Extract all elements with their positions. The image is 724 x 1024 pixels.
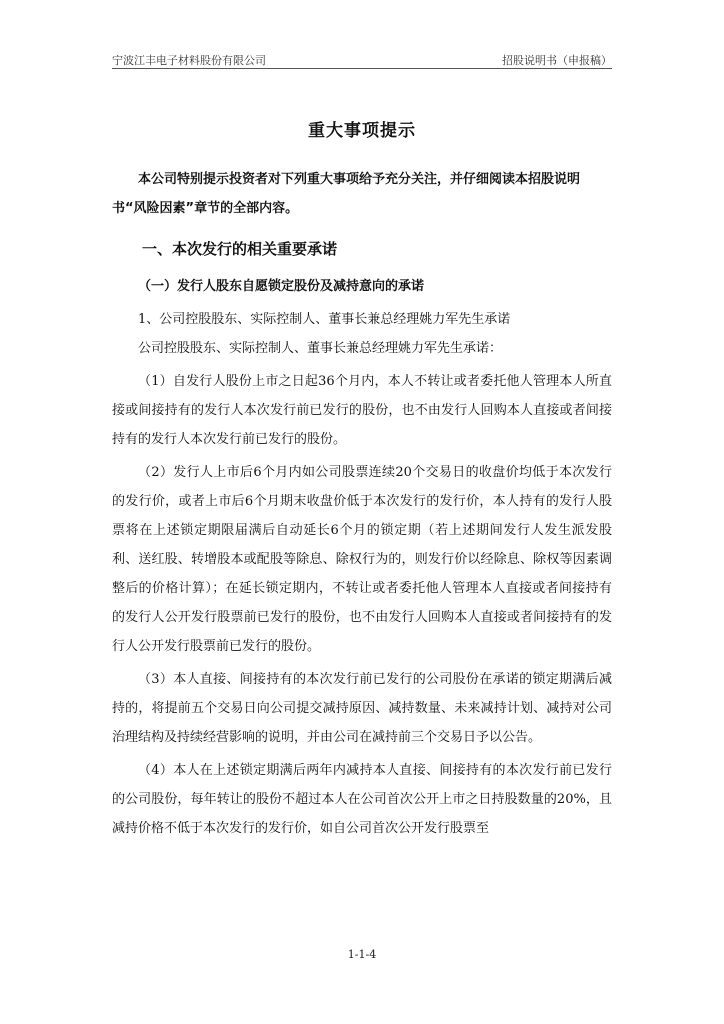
page-title: 重大事项提示 bbox=[308, 121, 416, 141]
intro-paragraph: 本公司特别提示投资者对下列重大事项给予充分关注，并仔细阅读本招股说明书“风险因素”章节的全部内容。 bbox=[112, 172, 581, 216]
commitment-paragraph-2: （2）发行人上市后6个月内如公司股票连续20个交易日的收盘价均低于本次发行的发行价，或者上市后6个月期末收盘价低于本次发行的发行价，本人持有的发行人股票将在上述锁定期限届满后自动延长6个月的锁定期（若上述期间发行人发生派发股利、送红股、转增股本或配股等除息、除权行为的，则发行价以经除息、除权等因素调整后的价格计算）；在延长锁定期内，不转让或者委托他人管理本人直接或者间接持有的发行人公开发行股票前已发行的股份，也不由发行人回购本人直接或者间接持有的发行人公开发行股票前已发行的股份。 bbox=[112, 465, 612, 654]
item-title: 1、公司控股股东、实际控制人、董事长兼总经理姚力军先生承诺 bbox=[138, 312, 511, 327]
subsection-heading: （一）发行人股东自愿锁定股份及减持意向的承诺 bbox=[138, 279, 425, 294]
section-heading: 一、本次发行的相关重要承诺 bbox=[142, 240, 338, 258]
commitment-paragraph-4: （4）本人在上述锁定期满后两年内减持本人直接、间接持有的本次发行前已发行的公司股份，每年转让的股份不超过本人在公司首次公开上市之日持股数量的20%，且减持价格不低于本次发行的发行价，如自公司首次公开发行股票至 bbox=[112, 763, 612, 836]
commitment-paragraph-3: （3）本人直接、间接持有的本次发行前已发行的公司股份在承诺的锁定期满后减持的，将提前五个交易日向公司提交减持原因、减持数量、未来减持计划、减持对公司治理结构及持续经营影响的说明，并由公司在减持前三个交易日予以公告。 bbox=[112, 672, 612, 745]
item-lead: 公司控股股东、实际控制人、董事长兼总经理姚力军先生承诺： bbox=[138, 341, 503, 356]
page-number: 1-1-4 bbox=[347, 948, 377, 961]
document-type: 招股说明书（申报稿） bbox=[502, 54, 612, 67]
commitment-paragraph-1: （1）自发行人股份上市之日起36个月内，本人不转让或者委托他人管理本人所直接或间接持有的发行人本次发行前已发行的股份，也不由发行人回购本人直接或者间接持有的发行人本次发行前已发行的股份。 bbox=[112, 374, 612, 447]
company-name: 宁波江丰电子材料股份有限公司 bbox=[112, 54, 266, 67]
main-content bbox=[112, 165, 612, 843]
page-header bbox=[112, 52, 612, 69]
